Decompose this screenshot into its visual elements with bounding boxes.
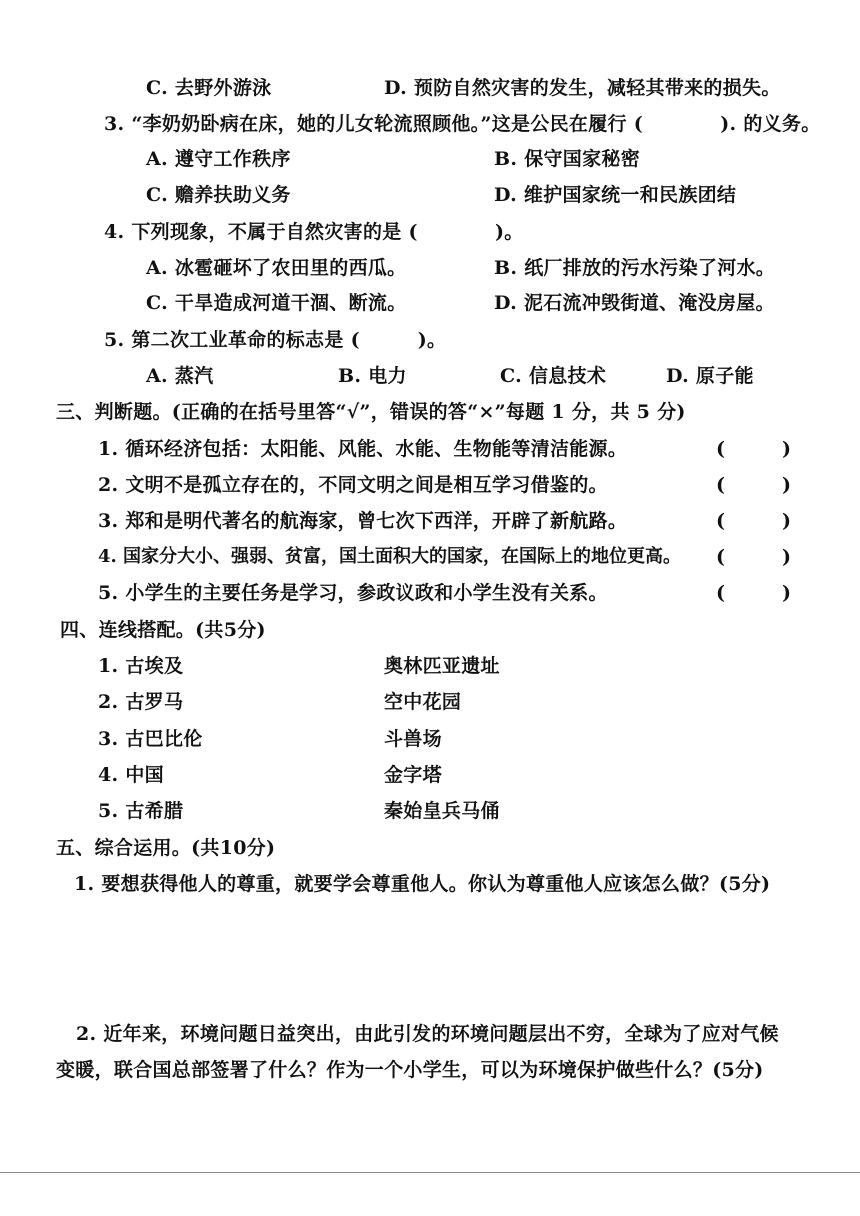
match-left-1[interactable]: 1. 古埃及	[98, 655, 184, 677]
q5-option-c: C. 信息技术	[500, 365, 607, 387]
judge-answer-paren-1[interactable]: ( )	[716, 438, 791, 460]
section-3-title: 三、判断题。(正确的在括号里答“√”，错误的答“×”每题 1 分，共 5 分)	[56, 401, 686, 423]
q2-option-c: C. 去野外游泳	[146, 77, 272, 99]
q5-option-b: B. 电力	[338, 365, 407, 387]
page-bottom-divider	[0, 1172, 860, 1173]
q5-option-a: A. 蒸汽	[146, 365, 214, 387]
q4-option-a: A. 冰雹砸坏了农田里的西瓜。	[146, 257, 407, 279]
comprehensive-question-2-line-1: 2. 近年来，环境问题日益突出，由此引发的环境问题层出不穷，全球为了应对气候	[76, 1023, 779, 1045]
q3-option-c: C. 赡养扶助义务	[146, 184, 291, 206]
q4-stem: 4. 下列现象，不属于自然灾害的是 ( )。	[104, 221, 524, 243]
judge-answer-paren-2[interactable]: ( )	[716, 474, 791, 496]
judge-answer-paren-5[interactable]: ( )	[716, 582, 791, 604]
match-right-1[interactable]: 奥林匹亚遗址	[384, 655, 500, 677]
match-left-2[interactable]: 2. 古罗马	[98, 691, 184, 713]
match-right-5[interactable]: 秦始皇兵马俑	[384, 800, 500, 822]
match-right-2[interactable]: 空中花园	[384, 691, 462, 713]
judge-item-5: 5. 小学生的主要任务是学习，参政议政和小学生没有关系。	[98, 582, 608, 604]
match-right-4[interactable]: 金字塔	[384, 764, 442, 786]
q5-option-d: D. 原子能	[666, 365, 754, 387]
match-left-5[interactable]: 5. 古希腊	[98, 800, 184, 822]
judge-item-1: 1. 循环经济包括：太阳能、风能、水能、生物能等清洁能源。	[98, 438, 628, 460]
q4-option-c: C. 干旱造成河道干涸、断流。	[146, 292, 407, 314]
match-right-3[interactable]: 斗兽场	[384, 728, 442, 750]
q3-option-b: B. 保守国家秘密	[494, 148, 640, 170]
q3-stem: 3. “李奶奶卧病在床，她的儿女轮流照顾他。”这是公民在履行 ( ). 的义务。	[104, 113, 821, 135]
q2-option-d: D. 预防自然灾害的发生，减轻其带来的损失。	[384, 77, 781, 99]
comprehensive-question-2-line-2: 变暖，联合国总部签署了什么？作为一个小学生，可以为环境保护做些什么？(5分)	[56, 1059, 764, 1081]
match-left-4[interactable]: 4. 中国	[98, 764, 164, 786]
q3-option-a: A. 遵守工作秩序	[146, 148, 291, 170]
judge-item-4: 4. 国家分大小、强弱、贫富，国土面积大的国家，在国际上的地位更高。	[98, 546, 682, 567]
judge-answer-paren-3[interactable]: ( )	[716, 510, 791, 532]
q5-stem: 5. 第二次工业革命的标志是 ( )。	[104, 329, 447, 351]
section-5-title: 五、综合运用。(共10分)	[56, 837, 276, 859]
comprehensive-question-1: 1. 要想获得他人的尊重，就要学会尊重他人。你认为尊重他人应该怎么做？(5分)	[74, 873, 771, 895]
match-left-3[interactable]: 3. 古巴比伦	[98, 728, 203, 750]
section-4-title: 四、连线搭配。(共5分)	[60, 619, 266, 641]
q4-option-d: D. 泥石流冲毁街道、淹没房屋。	[494, 292, 775, 314]
q4-option-b: B. 纸厂排放的污水污染了河水。	[494, 257, 776, 279]
judge-item-2: 2. 文明不是孤立存在的，不同文明之间是相互学习借鉴的。	[98, 474, 608, 496]
q3-option-d: D. 维护国家统一和民族团结	[494, 184, 737, 206]
judge-item-3: 3. 郑和是明代著名的航海家，曾七次下西洋，开辟了新航路。	[98, 510, 628, 532]
judge-answer-paren-4[interactable]: ( )	[716, 546, 791, 568]
